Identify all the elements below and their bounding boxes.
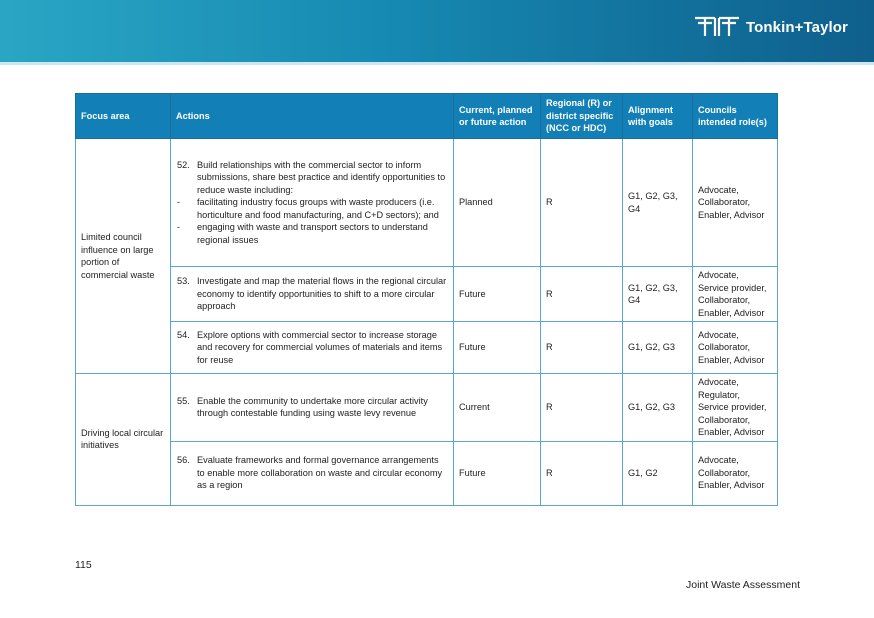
alignment-cell: G1, G2 xyxy=(623,441,693,505)
regional-cell: R xyxy=(541,139,623,267)
action-cell xyxy=(171,374,454,442)
focus-area-cell: Driving local circular initiatives xyxy=(76,374,171,506)
action-item xyxy=(177,275,448,313)
regional-cell: R xyxy=(541,441,623,505)
alignment-cell: G1, G2, G3, G4 xyxy=(623,139,693,267)
bullet-marker: - xyxy=(177,197,181,208)
status-cell: Planned xyxy=(454,139,541,267)
action-item xyxy=(177,329,448,367)
table-header-row xyxy=(76,94,778,139)
header-regional: Regional (R) or district specific (NCC or HDC) xyxy=(541,94,623,139)
logo-text: Tonkin+Taylor xyxy=(745,18,848,36)
regional-cell: R xyxy=(541,374,623,442)
actions-table xyxy=(75,93,778,506)
table-row xyxy=(76,267,778,322)
action-cell xyxy=(171,139,454,267)
alignment-cell: G1, G2, G3, G4 xyxy=(623,267,693,322)
action-bullet xyxy=(177,221,448,246)
header-divider xyxy=(0,62,874,65)
action-cell xyxy=(171,267,454,322)
company-logo xyxy=(694,15,848,39)
page-number: 115 xyxy=(75,559,92,571)
status-cell: Current xyxy=(454,374,541,442)
focus-area-cell: Limited council influence on large portion of commercial waste xyxy=(76,139,171,374)
action-text: Investigate and map the material flows in the regional circular economy to identify opportunities to shift to a more circular approach xyxy=(197,276,447,312)
tt-logo-icon xyxy=(694,16,740,38)
action-cell xyxy=(171,322,454,374)
action-text: Evaluate frameworks and formal governance arrangements to enable more collaboration on waste and circular economy as a region xyxy=(197,455,443,491)
action-number: 56. xyxy=(177,455,190,466)
header-actions: Actions xyxy=(171,94,454,139)
bullet-text: engaging with waste and transport sectors to understand regional issues xyxy=(197,222,428,245)
header-focus-area: Focus area xyxy=(76,94,171,139)
action-cell xyxy=(171,441,454,505)
alignment-cell: G1, G2, G3 xyxy=(623,374,693,442)
regional-cell: R xyxy=(541,322,623,374)
regional-cell: R xyxy=(541,267,623,322)
role-cell: Advocate, Collaborator, Enabler, Advisor xyxy=(693,139,778,267)
header-alignment: Alignment with goals xyxy=(623,94,693,139)
table-row xyxy=(76,322,778,374)
action-text: Enable the community to undertake more circular activity through contestable funding using waste levy revenue xyxy=(197,395,428,419)
header-role: Councils intended role(s) xyxy=(693,94,778,139)
table-row xyxy=(76,374,778,442)
status-cell: Future xyxy=(454,441,541,505)
action-number: 55. xyxy=(177,395,190,406)
alignment-cell: G1, G2, G3 xyxy=(623,322,693,374)
role-cell: Advocate, Collaborator, Enabler, Advisor xyxy=(693,441,778,505)
bullet-text: facilitating industry focus groups with waste producers (i.e. horticulture and food manufacturing, and C+D sectors); and xyxy=(197,197,439,220)
bullet-marker: - xyxy=(177,222,181,233)
action-item xyxy=(177,395,448,420)
action-number: 53. xyxy=(177,276,190,287)
action-text: Build relationships with the commercial sector to inform submissions, share best practice and identify opportunities to reduce waste including: xyxy=(197,159,446,195)
action-text: Explore options with commercial sector to increase storage and recovery for commercial volumes of materials and items for reuse xyxy=(197,329,443,365)
document-title: Joint Waste Assessment xyxy=(686,579,800,591)
action-item xyxy=(177,159,448,197)
status-cell: Future xyxy=(454,267,541,322)
header-status: Current, planned or future action xyxy=(454,94,541,139)
role-cell: Advocate, Service provider, Collaborator, Enabler, Advisor xyxy=(693,267,778,322)
role-cell: Advocate, Collaborator, Enabler, Advisor xyxy=(693,322,778,374)
action-item xyxy=(177,454,448,492)
status-cell: Future xyxy=(454,322,541,374)
role-cell: Advocate, Regulator, Service provider, Collaborator, Enabler, Advisor xyxy=(693,374,778,442)
action-number: 52. xyxy=(177,159,190,170)
table-row xyxy=(76,441,778,505)
action-bullet xyxy=(177,196,448,221)
action-number: 54. xyxy=(177,329,190,340)
table-row xyxy=(76,139,778,267)
